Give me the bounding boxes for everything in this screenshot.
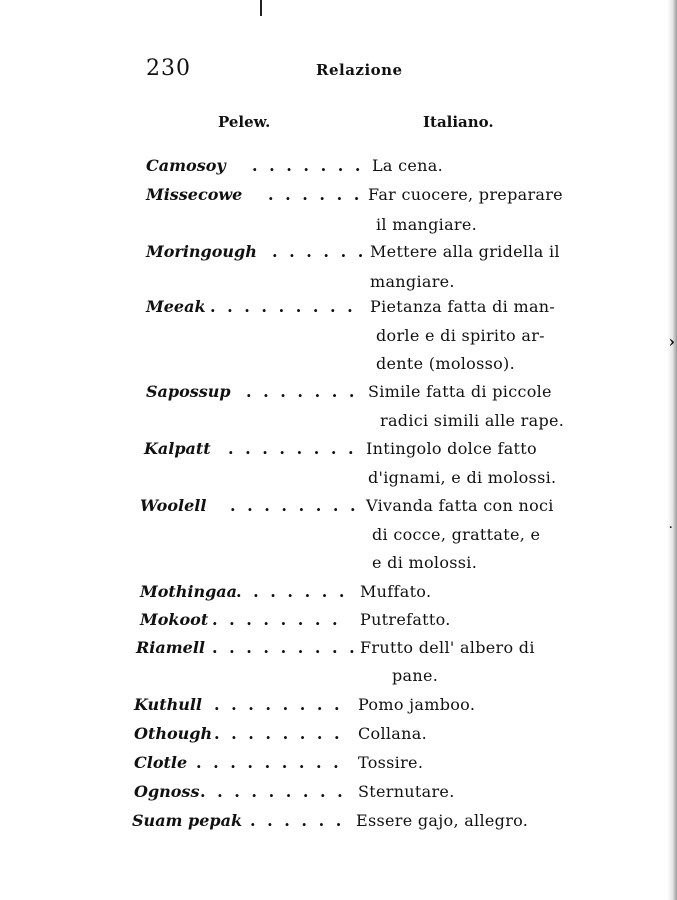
- list-item: [0, 185, 677, 234]
- italian-definition: Collana.: [358, 724, 427, 743]
- pelew-term: Riamell: [136, 638, 206, 657]
- pelew-term: Suam pepak: [132, 811, 243, 830]
- pelew-term: Othough: [134, 724, 213, 743]
- definition-continuation: dorle e di spirito ar-: [376, 326, 545, 345]
- italian-definition: Tossire.: [358, 753, 424, 772]
- italian-definition: Pomo jamboo.: [358, 695, 476, 714]
- leader-dots: . . . . . . . . .: [196, 753, 342, 772]
- column-header-italiano: Italiano.: [423, 113, 494, 131]
- pelew-term: Meeak: [146, 297, 206, 316]
- running-head: Relazione: [316, 61, 403, 79]
- pelew-term: Moringough: [146, 242, 257, 261]
- italian-definition: Intingolo dolce fatto: [366, 439, 537, 458]
- definition-continuation: il mangiare.: [376, 215, 478, 234]
- italian-definition: Mettere alla gridella il: [370, 242, 560, 261]
- list-item: [0, 382, 677, 430]
- list-item: [0, 582, 677, 612]
- definition-continuation: di cocce, grattate, e: [372, 525, 541, 544]
- leader-dots: . . . . . .: [268, 185, 363, 204]
- leader-dots: . . . . . . . . .: [200, 782, 346, 801]
- leader-dots: . . . . . . . .: [230, 496, 359, 515]
- definition-continuation: pane.: [392, 666, 439, 685]
- list-item: [0, 782, 677, 812]
- italian-definition: Frutto dell' albero di: [360, 638, 535, 657]
- list-item: [0, 753, 677, 783]
- italian-definition: Simile fatta di piccole: [368, 382, 552, 401]
- definition-continuation: mangiare.: [370, 272, 455, 291]
- leader-dots: . . . . . . .: [236, 582, 348, 601]
- definition-continuation: d'ignami, e di molossi.: [368, 468, 557, 487]
- list-item: [0, 695, 677, 725]
- list-item: [0, 156, 677, 186]
- italian-definition: Essere gajo, allegro.: [356, 811, 529, 830]
- list-item: [0, 242, 677, 291]
- italian-definition: La cena.: [372, 156, 444, 175]
- page-number: 230: [146, 56, 191, 81]
- italian-definition: Pietanza fatta di man-: [370, 297, 556, 316]
- leader-dots: . . . . . . . .: [228, 439, 357, 458]
- leader-dots: . . . . . . .: [246, 382, 358, 401]
- scan-edge-mark: [260, 0, 262, 16]
- margin-mark: ·: [668, 520, 673, 536]
- definition-continuation: e di molossi.: [372, 553, 478, 572]
- pelew-term: Kalpatt: [144, 439, 211, 458]
- pelew-term: Woolell: [140, 496, 207, 515]
- leader-dots: . . . . . .: [250, 811, 345, 830]
- leader-dots: . . . . . .: [272, 242, 367, 261]
- leader-dots: . . . . . . . .: [214, 695, 343, 714]
- pelew-term: Mothingaa: [140, 582, 238, 601]
- definition-continuation: radici simili alle rape.: [380, 411, 565, 430]
- italian-definition: Muffato.: [360, 582, 432, 601]
- definition-continuation: dente (molosso).: [376, 354, 515, 373]
- pelew-term: Missecowe: [146, 185, 243, 204]
- list-item: [0, 724, 677, 754]
- list-item: [0, 811, 677, 841]
- italian-definition: Putrefatto.: [360, 610, 451, 629]
- italian-definition: Vivanda fatta con noci: [366, 496, 554, 515]
- leader-dots: . . . . . . .: [252, 156, 364, 175]
- leader-dots: . . . . . . . . .: [210, 297, 356, 316]
- pelew-term: Mokoot: [140, 610, 209, 629]
- list-item: [0, 496, 677, 572]
- pelew-term: Sapossup: [146, 382, 231, 401]
- margin-mark: ›: [668, 332, 675, 351]
- pelew-term: Clotle: [134, 753, 188, 772]
- list-item: [0, 297, 677, 373]
- list-item: [0, 610, 677, 640]
- list-item: [0, 638, 677, 685]
- list-item: [0, 439, 677, 487]
- leader-dots: . . . . . . . .: [214, 724, 343, 743]
- pelew-term: Camosoy: [146, 156, 226, 175]
- italian-definition: Far cuocere, preparare: [368, 185, 563, 204]
- italian-definition: Sternutare.: [358, 782, 455, 801]
- pelew-term: Kuthull: [134, 695, 202, 714]
- leader-dots: . . . . . . . . .: [212, 638, 358, 657]
- pelew-term: Ognoss: [134, 782, 200, 801]
- column-header-pelew: Pelew.: [218, 113, 271, 131]
- leader-dots: . . . . . . . .: [212, 610, 341, 629]
